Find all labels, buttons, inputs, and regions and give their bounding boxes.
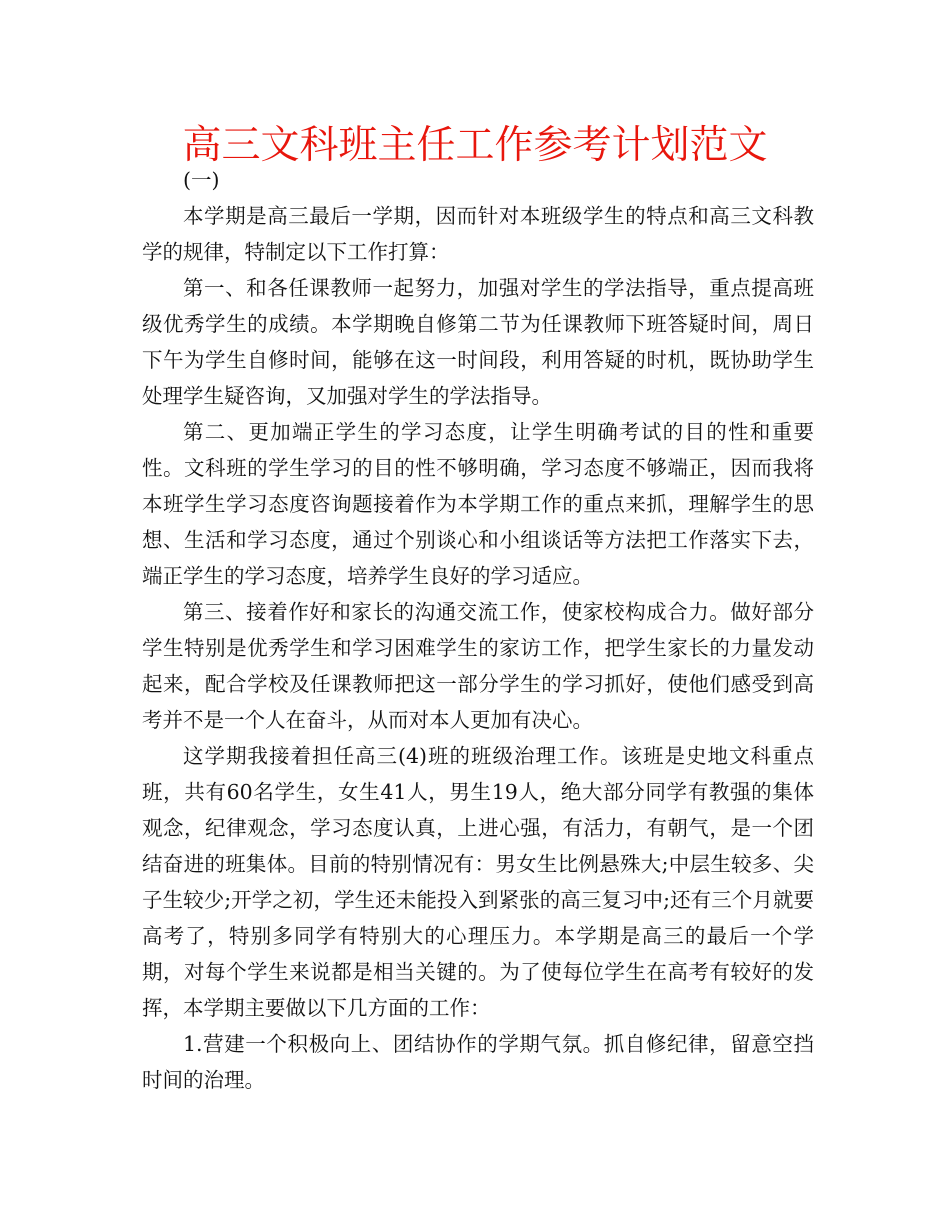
paragraph-intro: 本学期是高三最后一学期，因而针对本班级学生的特点和高三文科教学的规律，特制定以下工作打算： <box>142 204 814 264</box>
paragraph-first: 第一、和各任课教师一起努力，加强对学生的学法指导，重点提高班级优秀学生的成绩。本学期晚自修第二节为任课教师下班答疑时间，周日下午为学生自修时间，能够在这一时间段，利用答疑的时机，既协助学生处理学生疑咨询，又加强对学生的学法指导。 <box>142 276 814 408</box>
paragraph-third: 第三、接着作好和家长的沟通交流工作，使家校构成合力。做好部分学生特别是优秀学生和学习困难学生的家访工作，把学生家长的力量发动起来，配合学校及任课教师把这一部分学生的学习抓好，使他们感受到高考并不是一个人在奋斗，从而对本人更加有决心。 <box>142 600 814 732</box>
paragraph-section-marker: (一) <box>183 168 220 192</box>
document-body <box>142 162 814 1098</box>
document-title: 高三文科班主任工作参考计划范文 <box>182 123 768 168</box>
paragraph-class-overview: 这学期我接着担任高三(4)班的班级治理工作。该班是史地文科重点班，共有60名学生，女生41人，男生19人，绝大部分同学有教强的集体观念，纪律观念，学习态度认真，上进心强，有活力，有朝气，是一个团结奋进的班集体。目前的特别情况有：男女生比例悬殊大;中层生较多、尖子生较少;开学之初，学生还未能投入到紧张的高三复习中;还有三个月就要高考了，特别多同学有特别大的心理压力。本学期是高三的最后一个学期，对每个学生来说都是相当关键的。为了使每位学生在高考有较好的发挥，本学期主要做以下几方面的工作： <box>142 744 814 1020</box>
paragraph-item-1: 1.营建一个积极向上、团结协作的学期气氛。抓自修纪律，留意空挡时间的治理。 <box>142 1032 814 1092</box>
paragraph-second: 第二、更加端正学生的学习态度，让学生明确考试的目的性和重要性。文科班的学生学习的目的性不够明确，学习态度不够端正，因而我将本班学生学习态度咨询题接着作为本学期工作的重点来抓，理解学生的思想、生活和学习态度，通过个别谈心和小组谈话等方法把工作落实下去，端正学生的学习态度，培养学生良好的学习适应。 <box>142 420 814 588</box>
